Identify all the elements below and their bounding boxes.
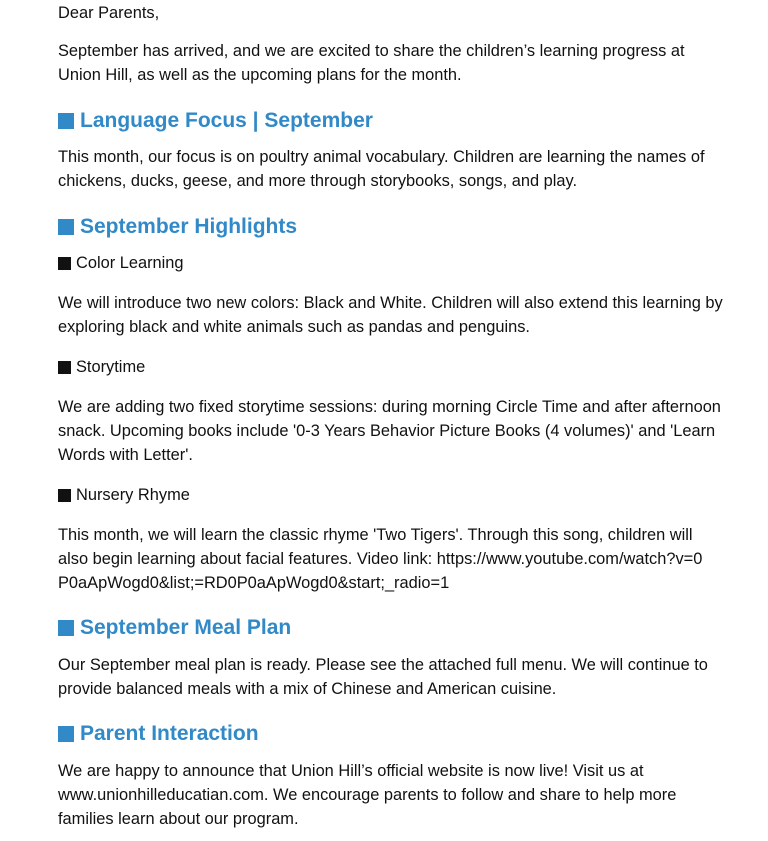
subsection-title-nursery-rhyme [58,483,190,507]
section-title-text: Parent Interaction [80,722,259,745]
black-square-icon [58,489,71,502]
nursery-rhyme-line: P0aApWogd0&list;=RD0P0aApWogd0&start;_radio=1 [58,574,450,592]
nursery-rhyme-body [58,523,748,595]
language-focus-body: This month, our focus is on poultry animal vocabulary. Children are learning the names of chickens, ducks, geese, and more through storybooks, songs, and play. [58,148,705,190]
subsection-title-text: Storytime [76,358,146,376]
section-title-language-focus [58,107,373,135]
black-square-icon [58,361,71,374]
section-title-september-highlights [58,213,297,241]
parent-interaction-body: We are happy to announce that Union Hill’s official website is now live! Visit us at www.unionhilleducatian.com. We encourage parents to follow and share to help more families learn about our program. [58,762,677,828]
meal-plan-body: Our September meal plan is ready. Please see the attached full menu. We will continue to provide balanced meals with a mix of Chinese and American cuisine. [58,656,708,698]
nursery-rhyme-line: This month, we will learn the classic rhyme 'Two Tigers'. Through this song, children will [58,526,693,544]
black-square-icon [58,257,71,270]
blue-square-icon [58,620,74,636]
section-title-text: September Highlights [80,215,298,238]
subsection-title-text: Nursery Rhyme [76,486,190,504]
section-title-text: Language Focus | September [80,109,373,132]
subsection-title-text: Color Learning [76,254,184,272]
blue-square-icon [58,219,74,235]
greeting: Dear Parents, [58,4,160,22]
color-learning-body: We will introduce two new colors: Black and White. Children will also extend this learning by exploring black and white animals such as pandas and penguins. [58,294,723,336]
section-title-meal-plan [58,614,291,642]
section-title-parent-interaction [58,720,259,748]
blue-square-icon [58,726,74,742]
storytime-body: We are adding two fixed storytime sessions: during morning Circle Time and after afternoon snack. Upcoming books include '0-3 Years Behavior Picture Books (4 volumes)' and 'Learn Words with Letter'. [58,398,721,464]
nursery-rhyme-line: also begin learning about facial features. Video link: https://www.youtube.com/watch?v=0 [58,550,703,568]
subsection-title-storytime [58,355,145,379]
blue-square-icon [58,113,74,129]
intro-paragraph: September has arrived, and we are excited to share the children’s learning progress at Union Hill, as well as the upcoming plans for the month. [58,42,685,84]
section-title-text: September Meal Plan [80,616,292,639]
subsection-title-color-learning [58,251,184,275]
